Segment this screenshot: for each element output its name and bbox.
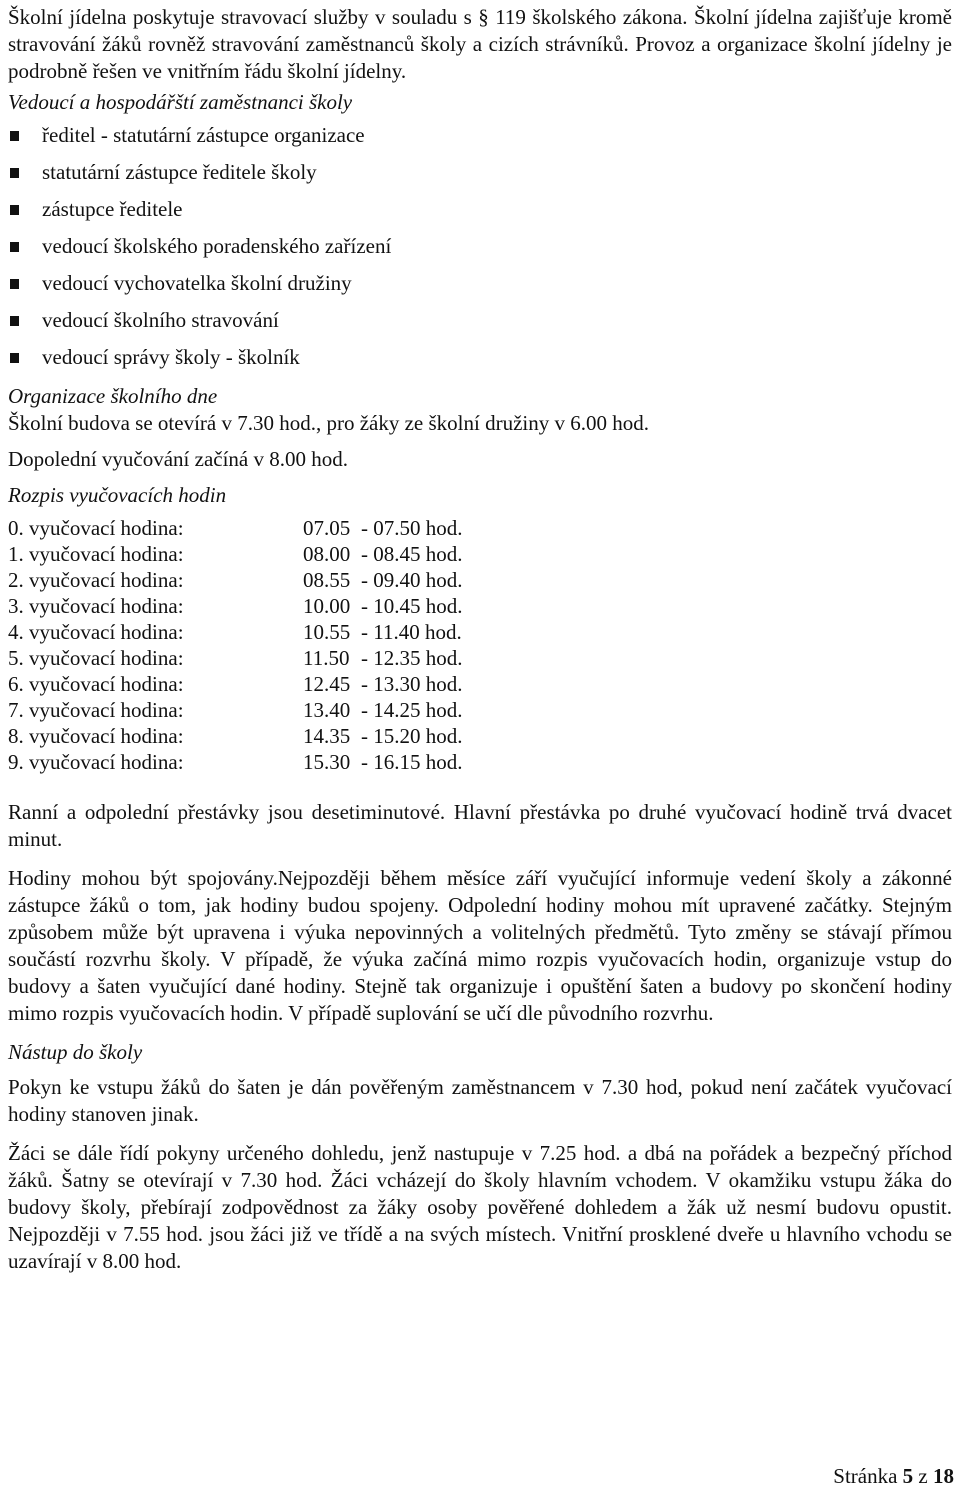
lesson-start: 10.00: [303, 594, 351, 618]
lesson-end: - 16.15 hod.: [361, 750, 463, 774]
bullet-square-icon: [10, 353, 19, 363]
lesson-label: 6. vyučovací hodina:: [8, 672, 184, 696]
lesson-start: 10.55: [303, 620, 351, 644]
total-pages: 18: [933, 1464, 954, 1488]
lesson-end: - 08.45 hod.: [361, 542, 463, 566]
lesson-end: - 10.45 hod.: [361, 594, 463, 618]
list-item-text: ředitel - statutární zástupce organizace: [42, 123, 365, 147]
list-item: [8, 233, 952, 270]
lesson-start: 15.30: [303, 750, 351, 774]
lesson-label: 1. vyučovací hodina:: [8, 542, 184, 566]
lesson-end: - 12.35 hod.: [361, 646, 463, 670]
lesson-label: 7. vyučovací hodina:: [8, 698, 184, 722]
schedule-heading: Rozpis vyučovacích hodin: [8, 483, 227, 507]
list-item-text: vedoucí vychovatelka školní družiny: [42, 271, 352, 295]
lesson-end: - 14.25 hod.: [361, 698, 463, 722]
list-item-text: zástupce ředitele: [42, 197, 183, 221]
list-item-text: vedoucí školského poradenského zařízení: [42, 234, 392, 258]
table-row: [8, 593, 952, 619]
arrival-paragraph-1: Pokyn ke vstupu žáků do šaten je dán pověřeným zaměstnancem v 7.30 hod, pokud není začátek vyučovací hodiny stanoven jinak.: [8, 1075, 952, 1126]
list-item-text: statutární zástupce ředitele školy: [42, 160, 317, 184]
bullet-square-icon: [10, 279, 19, 289]
lesson-end: - 07.50 hod.: [361, 516, 463, 540]
lesson-label: 8. vyučovací hodina:: [8, 724, 184, 748]
lesson-label: 0. vyučovací hodina:: [8, 516, 184, 540]
list-item-text: vedoucí správy školy - školník: [42, 345, 300, 369]
page-number: [833, 1463, 954, 1490]
breaks-paragraph: Ranní a odpolední přestávky jsou desetiminutové. Hlavní přestávka po druhé vyučovací hodině trvá dvacet minut.: [8, 800, 952, 851]
lesson-label: 9. vyučovací hodina:: [8, 750, 184, 774]
table-row: [8, 671, 952, 697]
lesson-start: 07.05: [303, 516, 351, 540]
list-item: [8, 344, 952, 381]
organization-heading: Organizace školního dne: [8, 384, 218, 408]
list-item: [8, 159, 952, 196]
bullet-square-icon: [10, 131, 19, 141]
table-row: [8, 619, 952, 645]
table-row: [8, 645, 952, 671]
table-row: [8, 723, 952, 749]
list-item: [8, 122, 952, 159]
table-row: [8, 567, 952, 593]
schedule-table: [8, 515, 952, 775]
merging-paragraph: Hodiny mohou být spojovány.Nejpozději během měsíce září vyučující informuje vedení školy a zákonné zástupce žáků o tom, jak hodiny budou spojeny. Odpolední hodiny mohou mít upravené začátky. Stejným způsobem může být upravena i výuka nepovinných a volitelných předmětů. Tyto změny se stávají přímou součástí rozvrhu školy. V případě, že výuka začíná mimo rozpis vyučovacích hodin, organizuje vstup do budovy a šaten vyučující dané hodiny. Stejně tak organizuje i opuštění šaten a budovy po skončení hodiny mimo rozpis vyučovacích hodin. V případě suplování se učí dle původního rozvrhu.: [8, 866, 952, 1025]
bullet-square-icon: [10, 316, 19, 326]
lesson-end: - 15.20 hod.: [361, 724, 463, 748]
lesson-start: 14.35: [303, 724, 351, 748]
lesson-label: 3. vyučovací hodina:: [8, 594, 184, 618]
morning-start-text: Dopolední vyučování začíná v 8.00 hod.: [8, 447, 348, 471]
arrival-paragraph-2: Žáci se dále řídí pokyny určeného dohledu, jenž nastupuje v 7.25 hod. a dbá na pořádek a bezpečný příchod žáků. Šatny se otevírají v 7.30 hod. Žáci vcházejí do školy hlavním vchodem. V okamžiku vstupu žáka do budovy školy, přebírají zodpovědnost za žáky osoby pověřené dohledem a žák už nesmí budovu opustit. Nejpozději v 7.55 hod. jsou žáci již ve třídě a na svých místech. Vnitřní prosklené dveře u hlavního vchodu se uzavírají v 8.00 hod.: [8, 1141, 952, 1273]
table-row: [8, 541, 952, 567]
bullet-square-icon: [10, 168, 19, 178]
bullet-square-icon: [10, 205, 19, 215]
page-separator: z: [918, 1464, 928, 1488]
opening-time-text: Školní budova se otevírá v 7.30 hod., pro žáky ze školní družiny v 6.00 hod.: [8, 411, 649, 435]
lesson-label: 4. vyučovací hodina:: [8, 620, 184, 644]
lesson-end: - 11.40 hod.: [361, 620, 462, 644]
lesson-start: 11.50: [303, 646, 350, 670]
lesson-label: 5. vyučovací hodina:: [8, 646, 184, 670]
lesson-label: 2. vyučovací hodina:: [8, 568, 184, 592]
lesson-start: 08.00: [303, 542, 351, 566]
intro-paragraph: Školní jídelna poskytuje stravovací služby v souladu s § 119 školského zákona. Školní jídelna zajišťuje kromě stravování žáků rovněž stravování zaměstnanců školy a cizích strávníků. Provoz a organizace školní jídelny je podrobně řešen ve vnitřním řádu školní jídelny.: [8, 5, 952, 83]
table-row: [8, 515, 952, 541]
page-prefix: Stránka: [833, 1464, 898, 1488]
lesson-end: - 13.30 hod.: [361, 672, 463, 696]
table-row: [8, 697, 952, 723]
bullet-square-icon: [10, 242, 19, 252]
list-item: [8, 307, 952, 344]
staff-heading: Vedoucí a hospodářští zaměstnanci školy: [8, 90, 353, 114]
table-row: [8, 749, 952, 775]
staff-list: [8, 122, 952, 381]
lesson-end: - 09.40 hod.: [361, 568, 463, 592]
list-item: [8, 270, 952, 307]
lesson-start: 08.55: [303, 568, 351, 592]
list-item-text: vedoucí školního stravování: [42, 308, 279, 332]
current-page: 5: [902, 1464, 914, 1488]
lesson-start: 13.40: [303, 698, 351, 722]
list-item: [8, 196, 952, 233]
arrival-heading: Nástup do školy: [8, 1040, 143, 1064]
lesson-start: 12.45: [303, 672, 351, 696]
